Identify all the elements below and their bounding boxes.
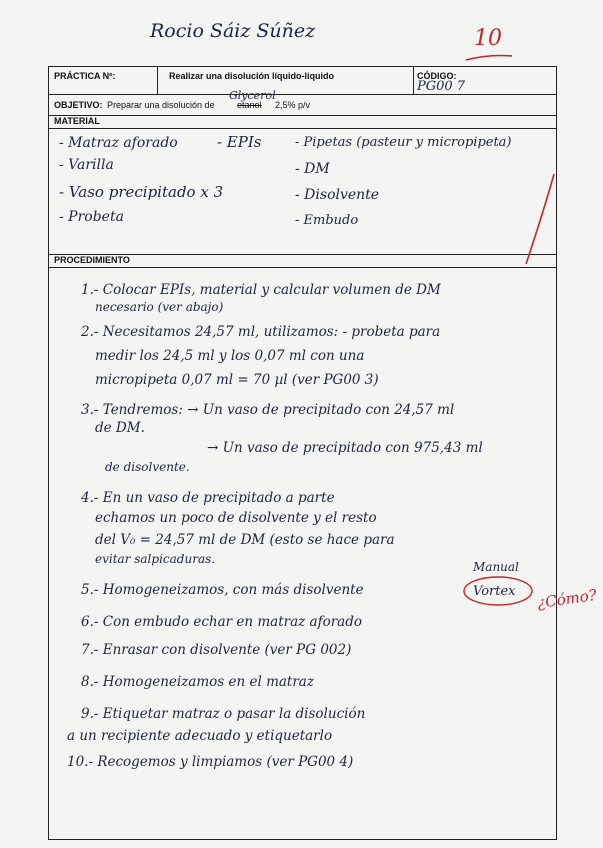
step-line: medir los 24,5 ml y los 0,07 ml con una: [95, 348, 365, 364]
material-content: [49, 129, 556, 255]
procedimiento-content: [49, 268, 598, 840]
header-row: [49, 67, 556, 95]
practice-sheet: [48, 66, 598, 840]
practice-title: Realizar una disolución líquido-líquido: [169, 71, 335, 81]
material-item: - Disolvente: [295, 187, 380, 203]
objetivo-handwritten: Glycerol: [229, 89, 276, 102]
material-item: - EPIs: [217, 133, 262, 151]
option-vortex: Vortex: [473, 584, 516, 599]
check-mark: [520, 170, 560, 270]
step-line: 10.- Recogemos y limpiamos (ver PG00 4): [67, 754, 354, 770]
step-line: necesario (ver abajo): [95, 300, 224, 314]
step-line: evitar salpicaduras.: [95, 552, 216, 566]
material-item: - Pipetas (pasteur y micropipeta): [295, 135, 512, 150]
procedimiento-label: PROCEDIMIENTO: [54, 255, 130, 265]
step-line: micropipeta 0,07 ml = 70 µl (ver PG00 3): [95, 372, 379, 388]
objetivo-concentration: 2,5% p/v: [275, 100, 311, 110]
step-line: 8.- Homogeneizamos en el matraz: [81, 674, 314, 690]
codigo-label: CÓDIGO:: [417, 71, 457, 81]
material-item: - Embudo: [295, 213, 359, 228]
step-line: 4.- En un vaso de precipitado a parte: [81, 490, 335, 506]
step-line: 9.- Etiquetar matraz o pasar la disolución: [81, 706, 366, 722]
grade-underline: [464, 52, 514, 64]
step-line: a un recipiente adecuado y etiquetarlo: [67, 728, 333, 744]
objetivo-crossed: etanol: [237, 100, 262, 110]
option-manual: Manual: [473, 560, 519, 574]
step-line: → Un vaso de precipitado con 975,43 ml: [207, 440, 483, 456]
material-item: - Varilla: [59, 157, 114, 173]
step-line: de DM.: [95, 420, 145, 436]
grade: 10: [474, 26, 502, 51]
step-line: 2.- Necesitamos 24,57 ml, utilizamos: - probeta para: [81, 324, 441, 340]
material-item: - Matraz aforado: [59, 135, 178, 151]
step-line: de disolvente.: [105, 460, 190, 474]
material-item: - Probeta: [59, 209, 124, 225]
step-line: echamos un poco de disolvente y el resto: [95, 510, 377, 526]
codigo-value: PG00 7: [417, 79, 466, 94]
como-question: ¿Cómo?: [536, 585, 598, 613]
objetivo-row: [49, 89, 556, 116]
material-item: - DM: [295, 161, 330, 177]
step-line: 3.- Tendremos: → Un vaso de precipitado con 24,57 ml: [81, 402, 455, 418]
student-name: Rocio Sáiz Súñez: [150, 20, 316, 42]
material-item: - Vaso precipitado x 3: [59, 183, 224, 201]
step-line: 6.- Con embudo echar en matraz aforado: [81, 614, 363, 630]
step-line: del V₀ = 24,57 ml de DM (esto se hace para: [95, 532, 395, 548]
step-line: 5.- Homogeneizamos, con más disolvente: [81, 582, 364, 598]
procedimiento-label-row: [49, 255, 556, 268]
step-line: 1.- Colocar EPIs, material y calcular volumen de DM: [81, 282, 441, 298]
practica-label: PRÁCTICA Nº:: [54, 71, 116, 81]
objetivo-label: OBJETIVO:: [54, 100, 103, 110]
vortex-circle: [461, 574, 535, 608]
material-label-row: [49, 116, 556, 129]
material-label: MATERIAL: [54, 116, 100, 126]
step-line: 7.- Enrasar con disolvente (ver PG 002): [81, 642, 352, 658]
objetivo-text: Preparar una disolución de: [107, 100, 215, 110]
